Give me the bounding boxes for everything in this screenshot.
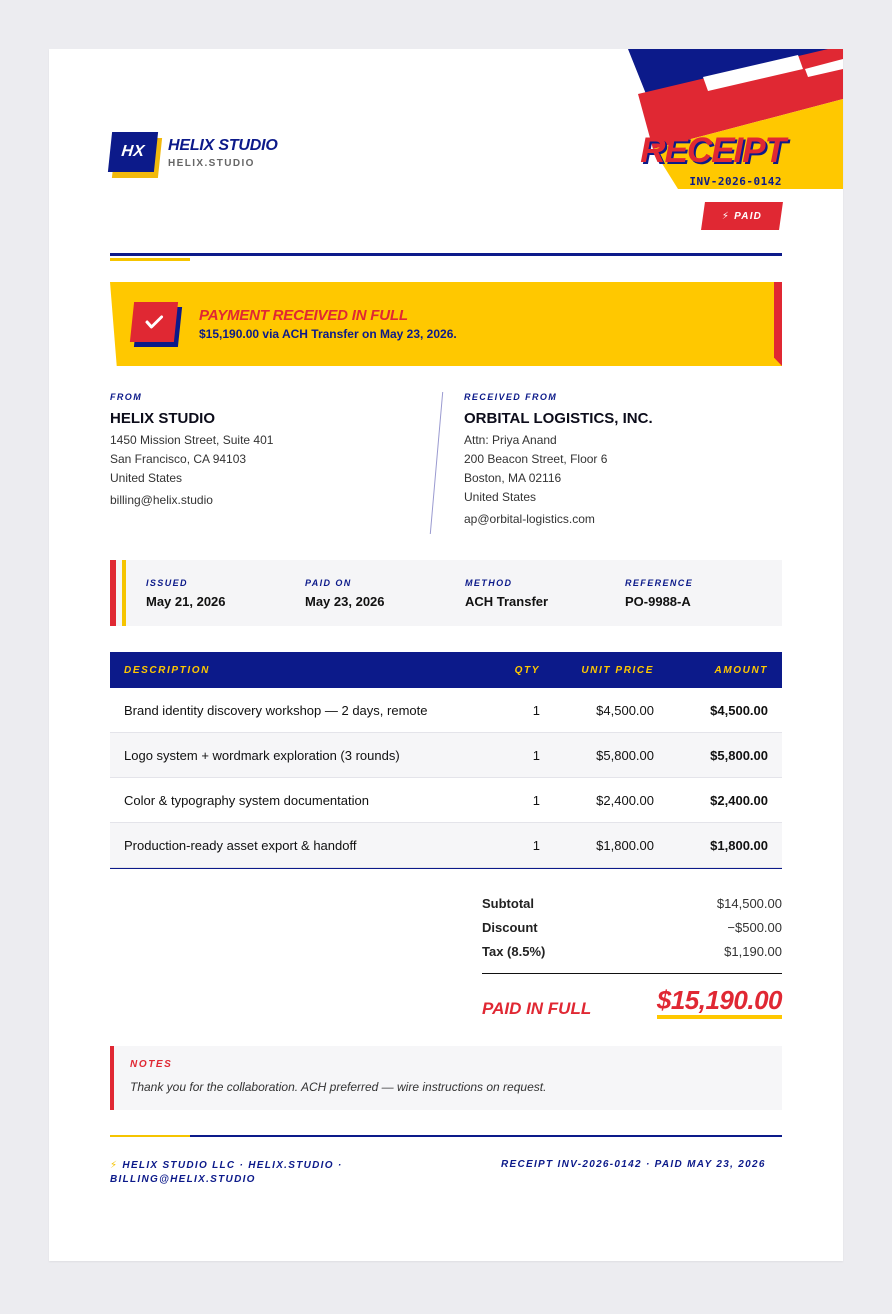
receipt-page: [49, 49, 843, 1261]
row-description: Logo system + wordmark exploration (3 rounds): [124, 748, 400, 763]
meta-label: ISSUED: [146, 578, 188, 588]
to-email[interactable]: ap@orbital-logistics.com: [464, 512, 595, 526]
bolt-icon: ⚡: [110, 1160, 119, 1171]
meta-issued: [146, 578, 226, 609]
row-unit-price: $4,500.00: [596, 703, 654, 718]
document-title: RECEIPT: [640, 131, 785, 170]
from-email[interactable]: billing@helix.studio: [110, 493, 213, 507]
notes-text: Thank you for the collaboration. ACH preferred — wire instructions on request.: [130, 1080, 547, 1094]
row-amount: $2,400.00: [710, 793, 768, 808]
col-amount: AMOUNT: [714, 665, 768, 676]
col-qty: QTY: [514, 665, 540, 676]
meta-paid-on: [305, 578, 385, 609]
row-qty: 1: [532, 703, 540, 718]
notes-box: [110, 1046, 782, 1110]
banner-edge: [774, 282, 782, 366]
col-unit-price: UNIT PRICE: [581, 665, 654, 676]
meta-label: REFERENCE: [625, 578, 694, 588]
row-amount: $4,500.00: [710, 703, 768, 718]
brand-logo: [110, 132, 158, 174]
meta-value: ACH Transfer: [465, 594, 549, 609]
table-row: [110, 778, 782, 823]
tax-label: Tax (8.5%): [482, 944, 546, 959]
row-qty: 1: [532, 793, 540, 808]
row-unit-price: $2,400.00: [596, 793, 654, 808]
to-address-line: 200 Beacon Street, Floor 6: [464, 452, 608, 466]
row-unit-price: $5,800.00: [596, 748, 654, 763]
to-address-line: United States: [464, 490, 537, 504]
check-icon: [144, 315, 163, 329]
subtotal-label: Subtotal: [482, 896, 534, 911]
row-amount: $5,800.00: [710, 748, 768, 763]
row-description: Brand identity discovery workshop — 2 days, remote: [124, 703, 428, 718]
tax-value: $1,190.00: [724, 944, 782, 959]
footer-left: [110, 1159, 390, 1187]
meta-value: May 23, 2026: [305, 594, 385, 609]
to-address-line: Attn: Priya Anand: [464, 433, 557, 447]
footer-right: RECEIPT INV-2026-0142 · PAID MAY 23, 2026: [501, 1159, 766, 1170]
brand-domain: HELIX.STUDIO: [168, 158, 255, 169]
meta-value: May 21, 2026: [146, 594, 226, 609]
totals-rule: [482, 973, 782, 974]
to-label: RECEIVED FROM: [464, 392, 558, 402]
row-description: Production-ready asset export & handoff: [124, 838, 357, 853]
meta-value: PO-9988-A: [625, 594, 691, 609]
to-block: [464, 392, 653, 526]
from-address-line: 1450 Mission Street, Suite 401: [110, 433, 274, 447]
col-description: DESCRIPTION: [124, 665, 210, 676]
row-qty: 1: [532, 748, 540, 763]
meta-label: PAID ON: [305, 578, 352, 588]
meta-method: [465, 578, 548, 609]
discount-label: Discount: [482, 920, 538, 935]
meta-label: METHOD: [465, 578, 513, 588]
to-address-line: Boston, MA 02116: [464, 471, 562, 485]
row-amount: $1,800.00: [710, 838, 768, 853]
from-name: HELIX STUDIO: [110, 410, 216, 427]
subtotal-value: $14,500.00: [716, 896, 782, 911]
table-row: [110, 733, 782, 778]
to-name: ORBITAL LOGISTICS, INC.: [464, 410, 653, 427]
from-address-line: San Francisco, CA 94103: [110, 452, 247, 466]
paid-in-full-label: PAID IN FULL: [482, 999, 592, 1018]
notes-label: NOTES: [130, 1059, 173, 1070]
brand-name: HELIX STUDIO: [168, 137, 278, 154]
status-text: PAID: [734, 210, 763, 222]
footer-rule: [190, 1135, 782, 1137]
invoice-number: INV-2026-0142: [689, 175, 782, 188]
logo-mark: HX: [120, 143, 146, 160]
status-badge: [701, 202, 783, 230]
footer-left-text: HELIX STUDIO LLC · HELIX.STUDIO · BILLING@HELIX.STUDIO: [110, 1160, 343, 1185]
header-rule-accent: [110, 258, 190, 261]
payment-check: [132, 302, 180, 346]
from-label: FROM: [110, 392, 143, 402]
row-description: Color & typography system documentation: [124, 793, 369, 808]
discount-value: −$500.00: [727, 920, 782, 935]
banner-subtitle: $15,190.00 via ACH Transfer on May 23, 2026.: [199, 327, 457, 341]
footer-rule-accent: [110, 1135, 190, 1137]
payment-banner: [110, 282, 782, 366]
header-rule: [110, 253, 782, 256]
bolt-icon: ⚡: [721, 210, 731, 222]
banner-title: PAYMENT RECEIVED IN FULL: [199, 307, 408, 324]
from-address-line: United States: [110, 471, 183, 485]
party-divider: [430, 392, 443, 534]
row-unit-price: $1,800.00: [596, 838, 654, 853]
line-items-table: [110, 652, 782, 869]
row-qty: 1: [532, 838, 540, 853]
meta-reference: [625, 578, 693, 609]
table-header: [110, 652, 782, 688]
from-block: [110, 392, 273, 507]
meta-strip: [110, 560, 782, 626]
table-row: [110, 688, 782, 733]
grand-total: $15,190.00: [657, 985, 782, 1019]
table-row: [110, 823, 782, 868]
brand-block: [168, 137, 278, 169]
